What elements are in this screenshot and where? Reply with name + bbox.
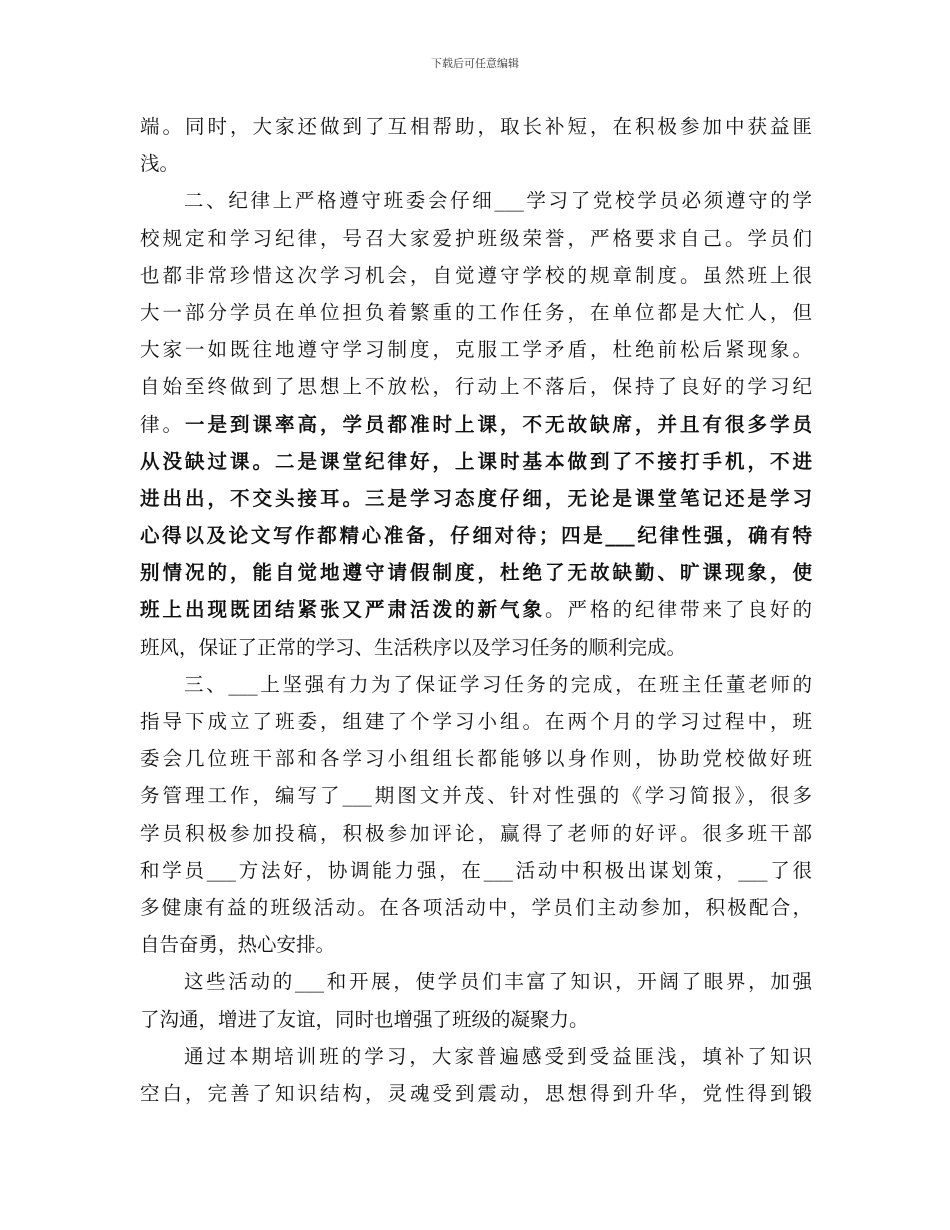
text-segment: 浅。 bbox=[140, 152, 180, 176]
text-line bbox=[140, 666, 812, 703]
text-line bbox=[140, 777, 812, 814]
text-line bbox=[140, 554, 812, 591]
bold-text-segment: 一是到课率高，学员都准时上课，不无故缺席，并且有很多学员 bbox=[185, 412, 812, 436]
text-line bbox=[140, 443, 812, 480]
text-line bbox=[140, 591, 812, 628]
text-segment: 大家一如既往地遵守学习制度，克服工学矛盾，杜绝前松后紧现象。 bbox=[140, 338, 812, 362]
text-line bbox=[140, 406, 812, 443]
bold-text-segment: 班上出现既团结紧张又严肃活泼的新气象 bbox=[140, 598, 545, 622]
bold-text-segment: 从没缺过课。二是课堂纪律好，上课时基本做到了不接打手机，不进 bbox=[140, 449, 812, 473]
text-segment: 自始至终做到了思想上不放松，行动上不落后，保持了良好的学习纪 bbox=[140, 375, 812, 399]
text-line bbox=[140, 517, 812, 554]
text-segment: 和学员___方法好，协调能力强，在___活动中积极出谋划策，___了很 bbox=[140, 858, 812, 882]
text-line bbox=[140, 629, 812, 666]
text-line bbox=[140, 963, 812, 1000]
text-segment: 班风，保证了正常的学习、生活秩序以及学习任务的顺利完成。 bbox=[140, 635, 687, 659]
text-line bbox=[140, 815, 812, 852]
document-body bbox=[140, 108, 812, 1112]
text-line bbox=[140, 1038, 812, 1075]
text-line bbox=[140, 703, 812, 740]
text-segment: 端。同时，大家还做到了互相帮助，取长补短，在积极参加中获益匪 bbox=[140, 115, 812, 138]
text-segment: 二、纪律上严格遵守班委会仔细___学习了党校学员必须遵守的学 bbox=[184, 189, 812, 213]
text-segment: 务管理工作，编写了___期图文并茂、针对性强的《学习简报》，很多 bbox=[140, 784, 812, 808]
text-line bbox=[140, 294, 812, 331]
text-segment: 了沟通，增进了友谊，同时也增强了班级的凝聚力。 bbox=[140, 1007, 589, 1031]
text-line bbox=[140, 740, 812, 777]
text-line bbox=[140, 852, 812, 889]
text-line bbox=[140, 108, 812, 145]
text-line bbox=[140, 257, 812, 294]
text-line bbox=[140, 889, 812, 926]
text-segment: 这些活动的___和开展，使学员们丰富了知识，开阔了眼界，加强 bbox=[184, 970, 812, 994]
text-segment: 三、___上坚强有力为了保证学习任务的完成，在班主任董老师的 bbox=[184, 672, 812, 696]
text-segment: 。严格的纪律带来了良好的 bbox=[544, 598, 812, 622]
text-segment: 学员积极参加投稿，积极参加评论，赢得了老师的好评。很多班干部 bbox=[140, 821, 812, 845]
text-line bbox=[140, 220, 812, 257]
text-line bbox=[140, 368, 812, 405]
text-line bbox=[140, 926, 812, 963]
text-line bbox=[140, 182, 812, 219]
text-segment: 多健康有益的班级活动。在各项活动中，学员们主动参加，积极配合， bbox=[140, 895, 812, 919]
text-segment: 也都非常珍惜这次学习机会，自觉遵守学校的规章制度。虽然班上很 bbox=[140, 263, 812, 287]
text-segment: 校规定和学习纪律，号召大家爱护班级荣誉，严格要求自己。学员们 bbox=[140, 226, 812, 250]
bold-text-segment: 别情况的，能自觉地遵守请假制度，杜绝了无故缺勤、旷课现象，使 bbox=[140, 561, 812, 585]
text-segment: 通过本期培训班的学习，大家普遍感受到受益匪浅，填补了知识 bbox=[184, 1044, 812, 1068]
text-line bbox=[140, 1075, 812, 1112]
text-segment: 指导下成立了班委，组建了个学习小组。在两个月的学习过程中，班 bbox=[140, 710, 812, 733]
text-line bbox=[140, 331, 812, 368]
text-segment: 律。 bbox=[140, 412, 185, 436]
text-line bbox=[140, 145, 812, 182]
text-segment: 空白，完善了知识结构，灵魂受到震动，思想得到升华，党性得到锻 bbox=[140, 1081, 812, 1105]
text-segment: 委会几位班干部和各学习小组组长都能够以身作则，协助党校做好班 bbox=[140, 747, 812, 771]
text-segment: 自告奋勇，热心安排。 bbox=[140, 933, 336, 957]
text-line bbox=[140, 480, 812, 517]
bold-text-segment: 心得以及论文写作都精心准备，仔细对待；四是___纪律性强，确有特 bbox=[140, 524, 812, 548]
page-header: 下载后可任意编辑 bbox=[431, 57, 519, 70]
text-line bbox=[140, 1001, 812, 1038]
text-segment: 大一部分学员在单位担负着繁重的工作任务，在单位都是大忙人，但 bbox=[140, 300, 812, 324]
bold-text-segment: 进出出，不交头接耳。三是学习态度仔细，无论是课堂笔记还是学习 bbox=[140, 486, 812, 510]
